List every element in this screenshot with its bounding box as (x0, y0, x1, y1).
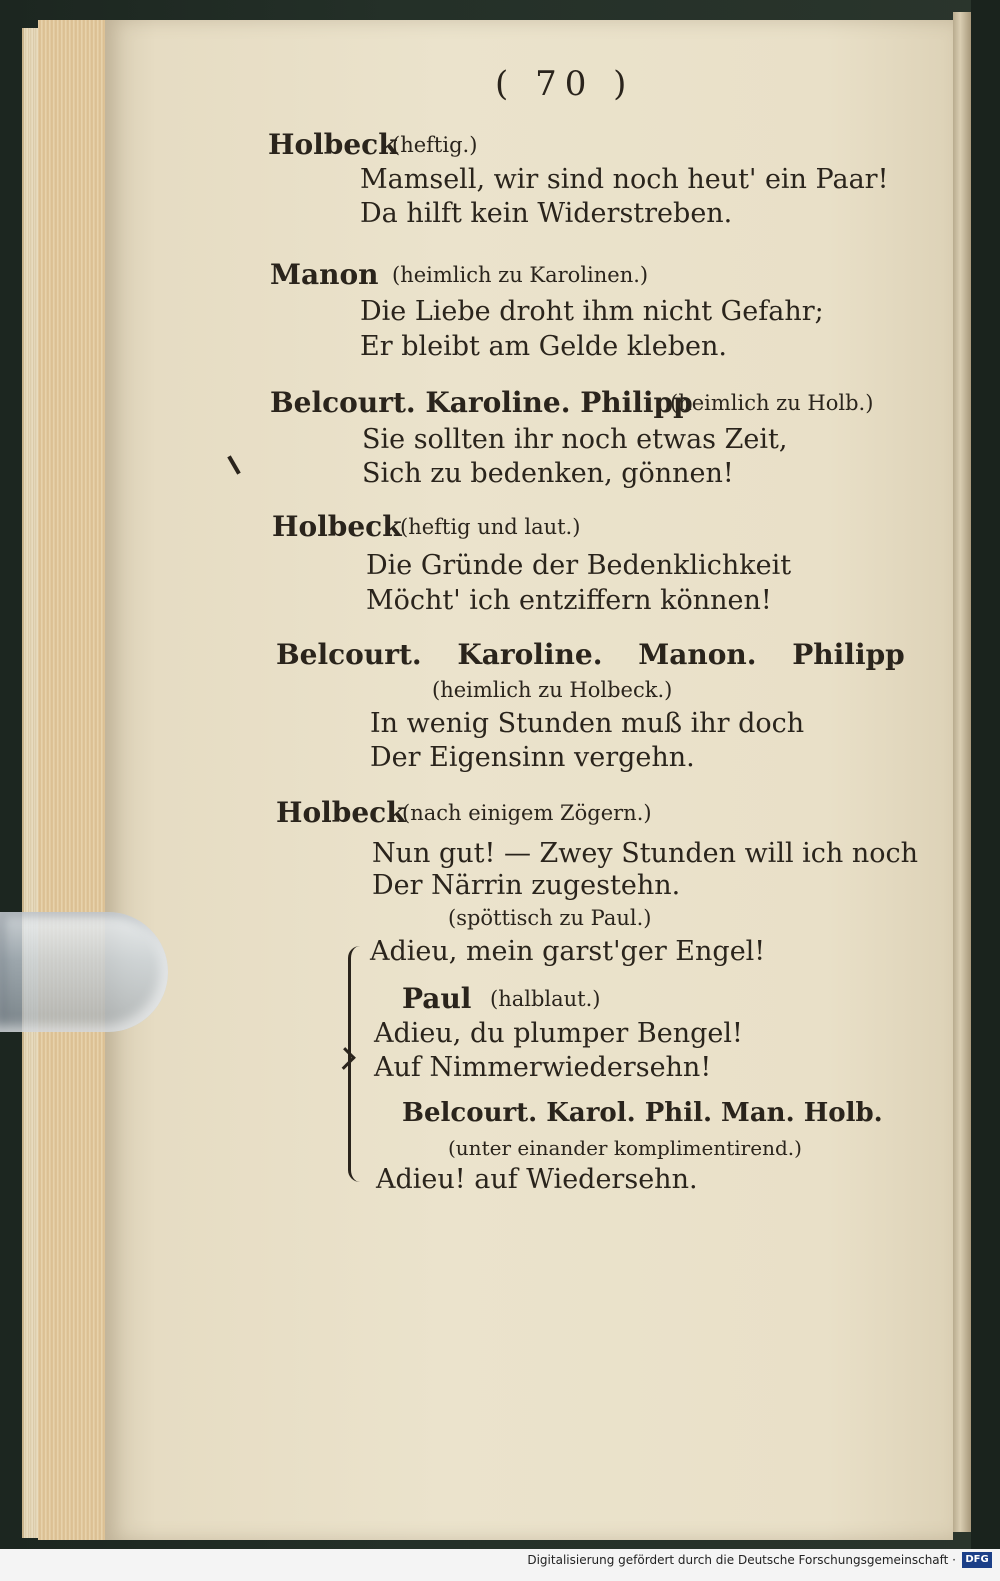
verse-line: Er bleibt am Gelde kleben. (360, 331, 727, 362)
speaker-holbeck-2: Holbeck (272, 510, 402, 543)
stage-direction: (heftig.) (392, 133, 478, 157)
scan-background-right (971, 0, 1000, 1581)
stage-direction: (heftig und laut.) (400, 515, 581, 539)
stage-direction: (heimlich zu Holb.) (670, 391, 874, 415)
verse-line: Der Eigensinn vergehn. (370, 742, 695, 773)
verse-line: Möcht' ich entziffern können! (366, 585, 772, 616)
page-edges-right (953, 12, 971, 1532)
stage-direction: (heimlich zu Holbeck.) (432, 678, 673, 702)
speaker-holbeck-3: Holbeck (276, 796, 406, 829)
speaker-holbeck-1: Holbeck (268, 128, 398, 161)
verse-line: Der Närrin zugestehn. (372, 870, 681, 901)
verse-line: Mamsell, wir sind noch heut' ein Paar! (360, 164, 889, 195)
speaker-manon: Manon (270, 258, 379, 291)
stage-direction: (heimlich zu Karolinen.) (392, 263, 649, 287)
page-clip (0, 912, 168, 1032)
verse-line: Adieu, du plumper Bengel! (374, 1018, 743, 1049)
verse-line: Sie sollten ihr noch etwas Zeit, (362, 424, 788, 455)
book-page (105, 20, 953, 1540)
dfg-logo: DFG (962, 1552, 992, 1568)
verse-line: In wenig Stunden muß ihr doch (370, 708, 805, 739)
verse-line: Sich zu bedenken, gönnen! (362, 458, 734, 489)
speaker-paul: Paul (402, 982, 472, 1015)
verse-line: Die Gründe der Bedenklichkeit (366, 550, 792, 581)
speaker-group-1: Belcourt. Karoline. Philipp (270, 386, 693, 419)
curly-brace (348, 946, 371, 1182)
page-number: ( 70 ) (495, 64, 635, 104)
stage-direction: (unter einander komplimentirend.) (448, 1136, 802, 1160)
verse-line: Die Liebe droht ihm nicht Gefahr; (360, 296, 824, 327)
verse-line: Adieu, mein garst'ger Engel! (370, 936, 766, 967)
verse-line: Auf Nimmerwiedersehn! (374, 1052, 712, 1083)
verse-line: Nun gut! — Zwey Stunden will ich noch (372, 838, 919, 869)
speaker-all: Belcourt. Karol. Phil. Man. Holb. (402, 1098, 883, 1128)
verse-line: Adieu! auf Wiedersehn. (376, 1164, 698, 1195)
stage-direction: (spöttisch zu Paul.) (448, 906, 652, 930)
footer-credit: Digitalisierung gefördert durch die Deutsche Forschungsgemeinschaft · (527, 1553, 956, 1567)
page-edges-inner (38, 20, 108, 1540)
stage-direction: (halblaut.) (490, 987, 601, 1011)
verse-line: Da hilft kein Widerstreben. (360, 198, 733, 229)
stage-direction: (nach einigem Zögern.) (402, 801, 652, 825)
speaker-group-2: Belcourt. Karoline. Manon. Philipp (276, 638, 905, 671)
